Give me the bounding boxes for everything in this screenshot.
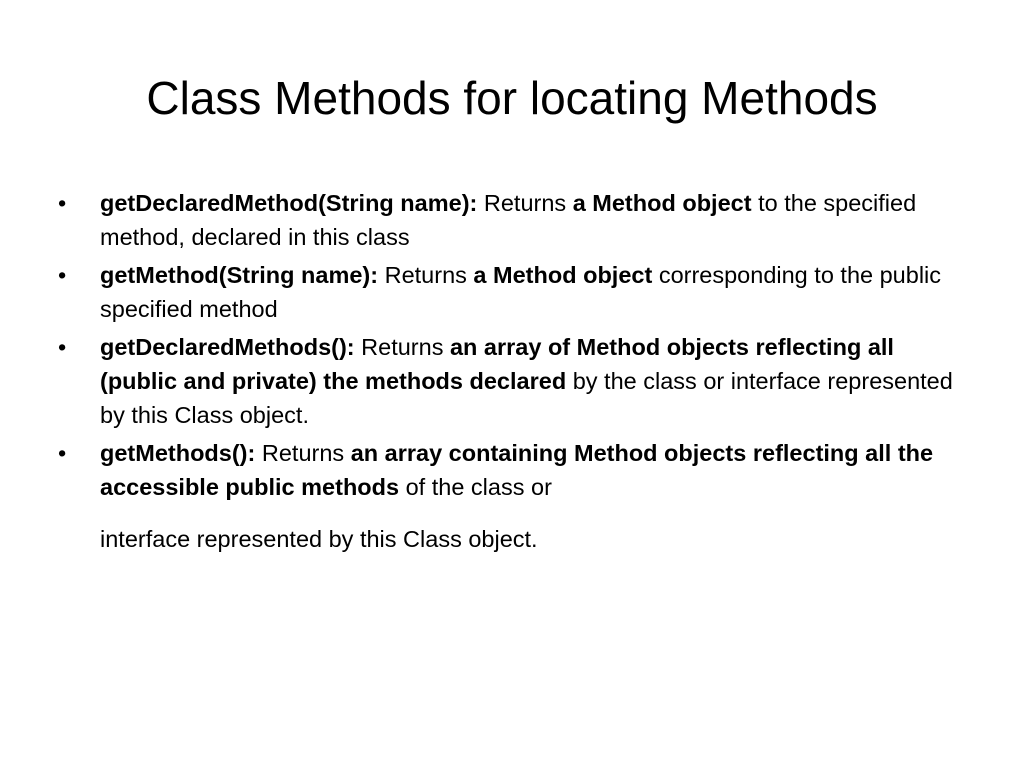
bullet-marker: •	[58, 190, 67, 216]
bullet-get-methods	[58, 436, 968, 556]
bullet-marker: •	[58, 334, 67, 360]
method-signature: getDeclaredMethods():	[100, 334, 355, 360]
bullet-text: to the specified method, declared in this class	[100, 190, 917, 250]
bullet-list	[58, 186, 968, 560]
bullet-get-method	[58, 258, 968, 326]
method-signature: getDeclaredMethod(String name):	[100, 190, 478, 216]
bullet-text: Returns	[255, 440, 351, 466]
method-signature: getMethod(String name):	[100, 262, 379, 288]
bullet-marker: •	[58, 262, 67, 288]
bullet-emphasis: a Method object	[572, 190, 752, 216]
bullet-text: of the class or	[399, 474, 552, 500]
bullet-continuation: interface represented by this Class object.	[100, 526, 538, 552]
slide-title: Class Methods for locating Methods	[146, 72, 878, 124]
bullet-text: corresponding to the public specified method	[100, 262, 942, 322]
bullet-get-declared-methods	[58, 330, 968, 432]
bullet-marker: •	[58, 440, 67, 466]
bullet-text: Returns	[477, 190, 573, 216]
bullet-text: Returns	[378, 262, 474, 288]
bullet-text: Returns	[354, 334, 450, 360]
method-signature: getMethods():	[100, 440, 256, 466]
bullet-text: by the class or interface represented by this Class object.	[100, 368, 953, 428]
bullet-emphasis: an array containing Method objects reflecting all the accessible public methods	[100, 440, 934, 500]
bullet-emphasis: a Method object	[473, 262, 653, 288]
bullet-emphasis: an array of Method objects reflecting all (public and private) the methods declared	[100, 334, 894, 394]
bullet-get-declared-method	[58, 186, 968, 254]
